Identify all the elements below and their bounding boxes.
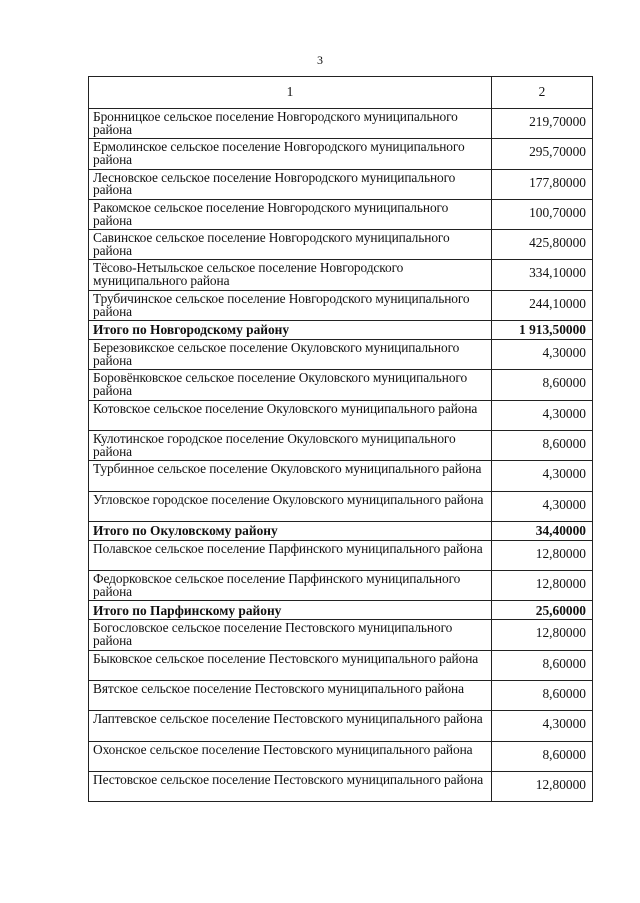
amount-value: 4,30000: [492, 340, 593, 370]
table-row: [89, 340, 593, 370]
total-label: Итого по Новгородскому району: [89, 321, 492, 340]
settlement-name: Охонское сельское поселение Пестовского муниципального района: [89, 741, 492, 771]
table-total-row: [89, 601, 593, 620]
settlement-name: Ракомское сельское поселение Новгородского муниципального района: [89, 199, 492, 229]
amount-value: 295,70000: [492, 139, 593, 169]
settlement-name: Бронницкое сельское поселение Новгородского муниципального района: [89, 109, 492, 139]
table-row: [89, 139, 593, 169]
amount-value: 4,30000: [492, 461, 593, 491]
table-row: [89, 290, 593, 320]
total-value: 25,60000: [492, 601, 593, 620]
settlement-name: Пестовское сельское поселение Пестовского муниципального района: [89, 771, 492, 801]
settlement-name: Кулотинское городское поселение Окуловского муниципального района: [89, 430, 492, 460]
table-header-row: [89, 77, 593, 109]
amount-value: 8,60000: [492, 650, 593, 680]
amount-value: 12,80000: [492, 571, 593, 601]
amount-value: 4,30000: [492, 400, 593, 430]
settlement-name: Лесновское сельское поселение Новгородского муниципального района: [89, 169, 492, 199]
amount-value: 100,70000: [492, 199, 593, 229]
amount-value: 12,80000: [492, 540, 593, 570]
table-row: [89, 260, 593, 290]
table-row: [89, 741, 593, 771]
total-label: Итого по Окуловскому району: [89, 521, 492, 540]
settlement-name: Тёсово-Нетыльское сельское поселение Новгородского муниципального района: [89, 260, 492, 290]
settlement-name: Быковское сельское поселение Пестовского муниципального района: [89, 650, 492, 680]
amount-value: 334,10000: [492, 260, 593, 290]
settlement-name: Савинское сельское поселение Новгородского муниципального района: [89, 230, 492, 260]
settlement-name: Березовикское сельское поселение Окуловского муниципального района: [89, 340, 492, 370]
amount-value: 219,70000: [492, 109, 593, 139]
table-row: [89, 540, 593, 570]
column-header-1: 1: [89, 77, 492, 109]
table-row: [89, 771, 593, 801]
total-label: Итого по Парфинскому району: [89, 601, 492, 620]
amount-value: 12,80000: [492, 620, 593, 650]
page-number: 3: [317, 53, 323, 67]
amount-value: 4,30000: [492, 711, 593, 741]
amount-value: 425,80000: [492, 230, 593, 260]
settlement-name: Боровёнковское сельское поселение Окуловского муниципального района: [89, 370, 492, 400]
table-row: [89, 400, 593, 430]
settlement-name: Вятское сельское поселение Пестовского муниципального района: [89, 681, 492, 711]
table-row: [89, 430, 593, 460]
settlement-name: Федорковское сельское поселение Парфинского муниципального района: [89, 571, 492, 601]
settlement-name: Богословское сельское поселение Пестовского муниципального района: [89, 620, 492, 650]
settlement-name: Котовское сельское поселение Окуловского муниципального района: [89, 400, 492, 430]
amount-value: 8,60000: [492, 430, 593, 460]
table-row: [89, 711, 593, 741]
amount-value: 12,80000: [492, 771, 593, 801]
amount-value: 177,80000: [492, 169, 593, 199]
table-row: [89, 681, 593, 711]
column-header-2: 2: [492, 77, 593, 109]
amount-value: 8,60000: [492, 741, 593, 771]
settlement-name: Ермолинское сельское поселение Новгородского муниципального района: [89, 139, 492, 169]
table-body: [89, 109, 593, 802]
total-value: 34,40000: [492, 521, 593, 540]
table-row: [89, 620, 593, 650]
table-row: [89, 491, 593, 521]
total-value: 1 913,50000: [492, 321, 593, 340]
settlement-name: Угловское городское поселение Окуловского муниципального района: [89, 491, 492, 521]
amount-value: 244,10000: [492, 290, 593, 320]
settlement-name: Полавское сельское поселение Парфинского муниципального района: [89, 540, 492, 570]
table-row: [89, 169, 593, 199]
amount-value: 4,30000: [492, 491, 593, 521]
amount-value: 8,60000: [492, 681, 593, 711]
table-row: [89, 461, 593, 491]
table-row: [89, 650, 593, 680]
allocation-table: [88, 76, 593, 802]
table-total-row: [89, 321, 593, 340]
amount-value: 8,60000: [492, 370, 593, 400]
table-row: [89, 370, 593, 400]
table-row: [89, 230, 593, 260]
table-row: [89, 109, 593, 139]
table-row: [89, 571, 593, 601]
settlement-name: Турбинное сельское поселение Окуловского муниципального района: [89, 461, 492, 491]
settlement-name: Трубичинское сельское поселение Новгородского муниципального района: [89, 290, 492, 320]
table-row: [89, 199, 593, 229]
settlement-name: Лаптевское сельское поселение Пестовского муниципального района: [89, 711, 492, 741]
table-total-row: [89, 521, 593, 540]
